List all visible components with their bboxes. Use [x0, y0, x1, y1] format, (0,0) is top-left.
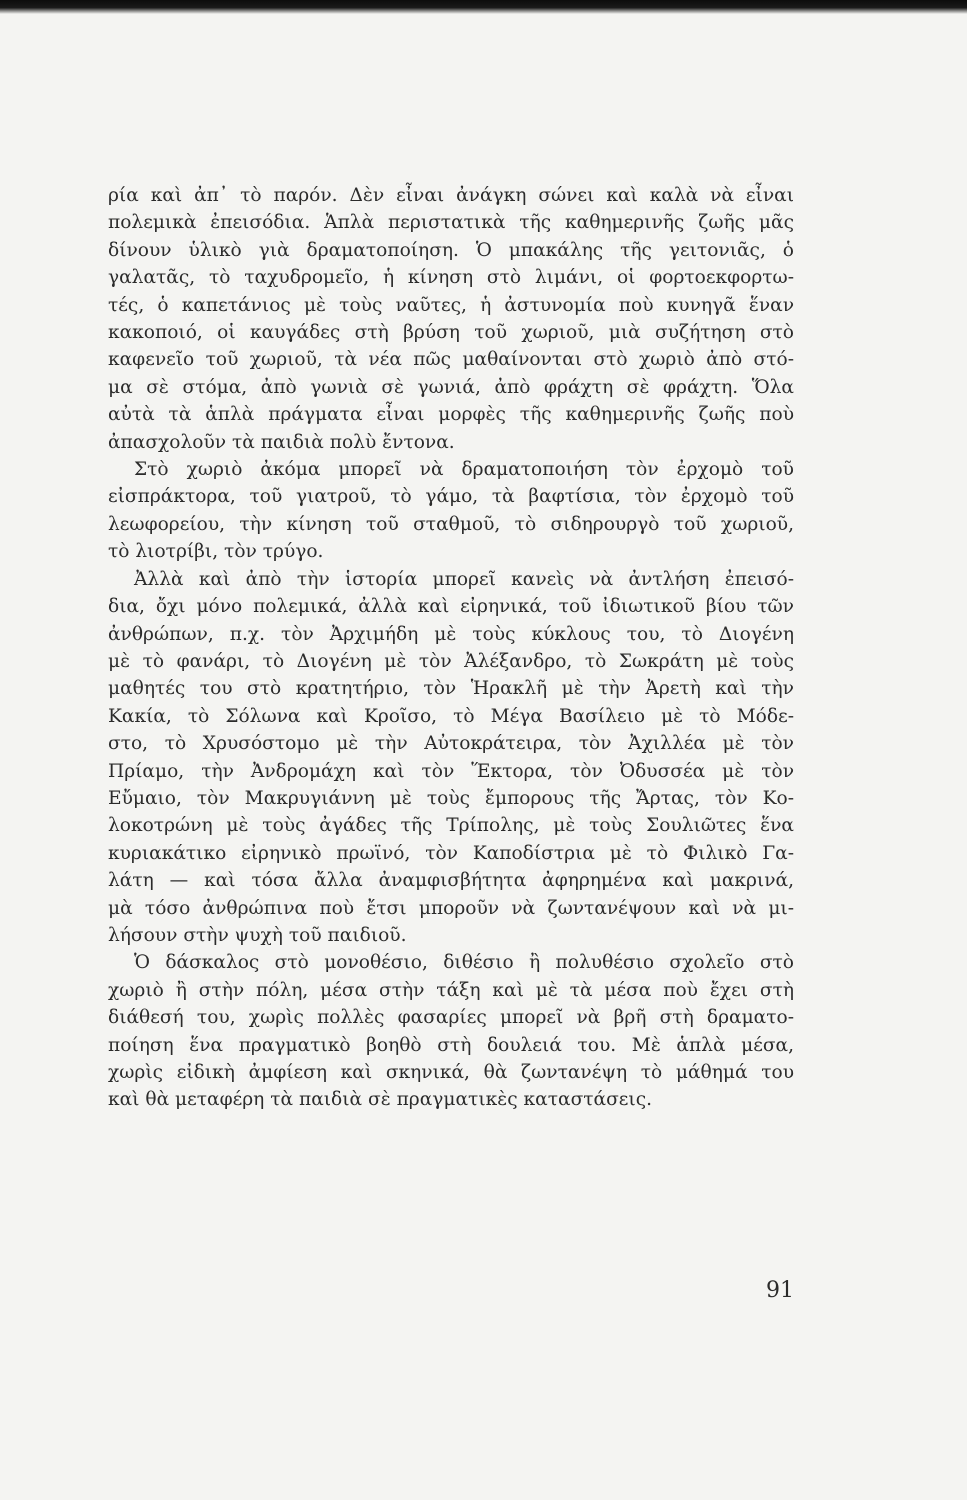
text-line: καὶ θὰ μεταφέρη τὰ παιδιὰ σὲ πραγματικὲς καταστάσεις. — [108, 1089, 653, 1111]
text-line: τὸ λιοτρίβι, τὸν τρύγο. — [108, 541, 324, 563]
paragraph-3 — [108, 566, 794, 950]
text-line: μὰ τόσο ἀνθρώπινα ποὺ ἔτσι μποροῦν νὰ ζωντανέψουν καὶ νὰ μι- — [108, 897, 794, 919]
text-line: Ἀλλὰ καὶ ἀπὸ τὴν ἱστορία μπορεῖ κανεὶς νὰ ἀντλήση ἐπεισό- — [134, 568, 794, 590]
page-number: 91 — [766, 1278, 794, 1303]
text-line: Ὁ δάσκαλος στὸ μονοθέσιο, διθέσιο ἢ πολυθέσιο σχολεῖο στὸ — [134, 952, 794, 974]
text-line: ἀπασχολοῦν τὰ παιδιὰ πολὺ ἔντονα. — [108, 431, 455, 453]
paragraph-4 — [108, 949, 794, 1113]
text-line: πολεμικὰ ἐπεισόδια. Ἁπλὰ περιστατικὰ τῆς καθημερινῆς ζωῆς μᾶς — [108, 212, 794, 234]
text-line: γαλατᾶς, τὸ ταχυδρομεῖο, ἡ κίνηση στὸ λιμάνι, οἱ φορτοεκφορτω- — [108, 267, 794, 289]
text-line: ἀνθρώπων, π.χ. τὸν Ἀρχιμήδη μὲ τοὺς κύκλους του, τὸ Διογένη — [108, 623, 794, 645]
text-line: χωριὸ ἢ στὴν πόλη, μέσα στὴν τάξη καὶ μὲ τὰ μέσα ποὺ ἔχει στὴ — [108, 979, 794, 1001]
text-line: κυριακάτικο εἰρηνικὸ πρωϊνό, τὸν Καποδίστρια μὲ τὸ Φιλικὸ Γα- — [108, 842, 794, 864]
text-line: τές, ὁ καπετάνιος μὲ τοὺς ναῦτες, ἡ ἀστυνομία ποὺ κυνηγᾶ ἕναν — [108, 294, 794, 316]
text-line: λεωφορείου, τὴν κίνηση τοῦ σταθμοῦ, τὸ σιδηρουργὸ τοῦ χωριοῦ, — [108, 513, 794, 535]
text-line: χωρὶς εἰδικὴ ἀμφίεση καὶ σκηνικά, θὰ ζωντανέψη τὸ μάθημά του — [108, 1062, 794, 1083]
text-line: ποίηση ἕνα πραγματικὸ βοηθὸ στὴ δουλειά του. Μὲ ἁπλὰ μέσα, — [108, 1034, 794, 1056]
text-line: δια, ὄχι μόνο πολεμικά, ἀλλὰ καὶ εἰρηνικά, τοῦ ἰδιωτικοῦ βίου τῶν — [108, 596, 794, 618]
text-line: στο, τὸ Χρυσόστομο μὲ τὴν Αὐτοκράτειρα, τὸν Ἀχιλλέα μὲ τὸν — [108, 733, 794, 755]
text-line: εἰσπράκτορα, τοῦ γιατροῦ, τὸ γάμο, τὰ βαφτίσια, τὸν ἐρχομὸ τοῦ — [108, 486, 794, 508]
text-line: μαθητές του στὸ κρατητήριο, τὸν Ἡρακλῆ μὲ τὴν Ἀρετὴ καὶ τὴν — [108, 678, 794, 700]
text-line: Εὔμαιο, τὸν Μακρυγιάννη μὲ τοὺς ἔμπορους τῆς Ἄρτας, τὸν Κο- — [108, 787, 794, 809]
text-line: κακοποιό, οἱ καυγάδες στὴ βρύση τοῦ χωριοῦ, μιὰ συζήτηση στὸ — [108, 322, 794, 344]
text-line: δίνουν ὑλικὸ γιὰ δραματοποίηση. Ὁ μπακάλης τῆς γειτονιᾶς, ὁ — [108, 239, 794, 261]
paragraph-1 — [108, 182, 794, 456]
text-line: λάτη — καὶ τόσα ἄλλα ἀναμφισβήτητα ἀφηρημένα καὶ μακρινά, — [108, 870, 794, 892]
text-line: μα σὲ στόμα, ἀπὸ γωνιὰ σὲ γωνιά, ἀπὸ φράχτη σὲ φράχτη. Ὅλα — [108, 376, 794, 398]
text-line: Κακία, τὸ Σόλωνα καὶ Κροῖσο, τὸ Μέγα Βασίλειο μὲ τὸ Μόδε- — [108, 705, 794, 727]
text-line: Πρίαμο, τὴν Ἀνδρομάχη καὶ τὸν Ἕκτορα, τὸν Ὀδυσσέα μὲ τὸν — [108, 760, 794, 782]
text-line: ρία καὶ ἀπ᾿ τὸ παρόν. Δὲν εἶναι ἀνάγκη σώνει καὶ καλὰ νὰ εἶναι — [108, 185, 794, 206]
text-line: λοκοτρώνη μὲ τοὺς ἀγάδες τῆς Τρίπολης, μὲ τοὺς Σουλιῶτες ἕνα — [108, 815, 794, 837]
text-line: μὲ τὸ φανάρι, τὸ Διογένη μὲ τὸν Ἀλέξανδρο, τὸ Σωκράτη μὲ τοὺς — [108, 650, 794, 672]
text-line: Στὸ χωριὸ ἀκόμα μπορεῖ νὰ δραματοποιήση τὸν ἐρχομὸ τοῦ — [134, 459, 794, 481]
scan-top-edge — [0, 0, 967, 14]
text-line: καφενεῖο τοῦ χωριοῦ, τὰ νέα πῶς μαθαίνονται στὸ χωριὸ ἀπὸ στό- — [108, 349, 794, 371]
text-line: διάθεσή του, χωρὶς πολλὲς φασαρίες μπορεῖ νὰ βρῆ στὴ δραματο- — [108, 1007, 794, 1029]
text-line: λήσουν στὴν ψυχὴ τοῦ παιδιοῦ. — [108, 924, 407, 946]
text-line: αὐτὰ τὰ ἁπλὰ πράγματα εἶναι μορφὲς τῆς καθημερινῆς ζωῆς ποὺ — [108, 404, 794, 426]
paragraph-2 — [108, 456, 794, 566]
page-body — [108, 182, 794, 1114]
